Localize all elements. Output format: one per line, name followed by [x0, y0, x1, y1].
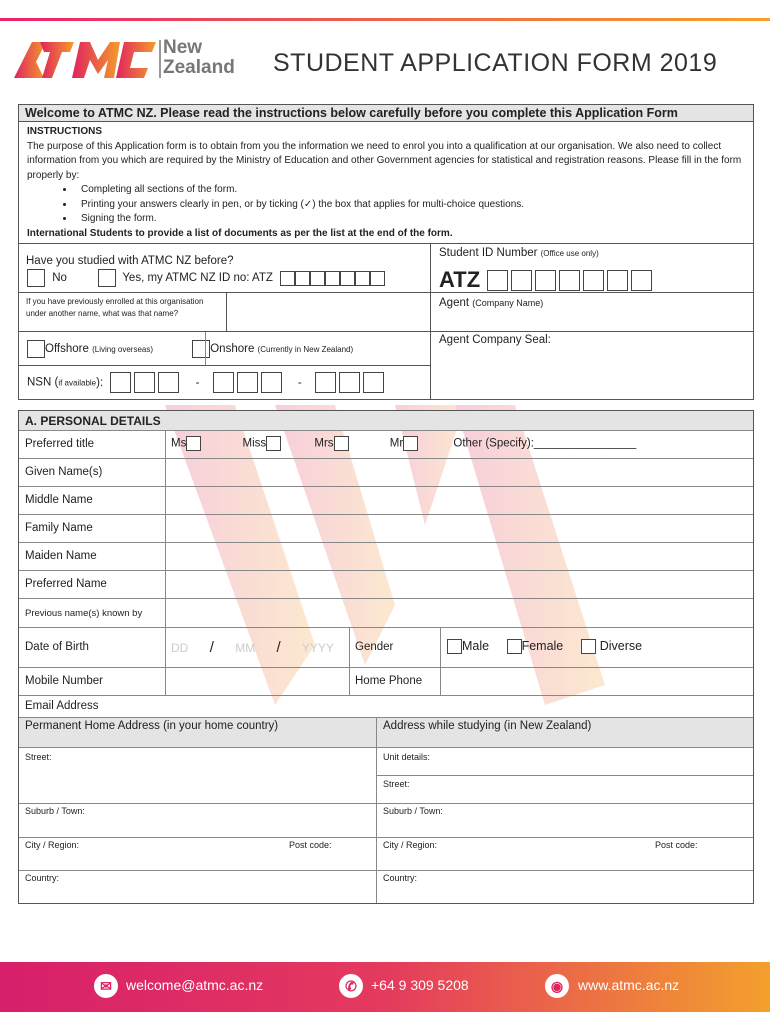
logo-zealand: Zealand [163, 57, 235, 78]
home-phone-input[interactable] [441, 668, 753, 695]
footer-phone[interactable]: +64 9 309 5208 [371, 977, 469, 993]
mrs-label: Mrs [314, 437, 334, 450]
student-id-label: Student ID Number [439, 247, 538, 259]
nz-country-label: Country: [383, 873, 418, 883]
agent-label-row [439, 297, 543, 309]
email-row[interactable] [19, 696, 753, 718]
personal-details-section [18, 410, 754, 904]
studied-before-cell [18, 243, 431, 293]
location-cell [18, 331, 431, 366]
personal-heading-row [19, 411, 753, 431]
divider [349, 668, 350, 695]
id-digit-box[interactable] [559, 270, 580, 291]
mobile-input[interactable] [166, 668, 349, 695]
student-id-boxes [439, 267, 655, 293]
nsn-note: if available [58, 378, 97, 388]
nsn-dash: - [195, 376, 200, 389]
dd-placeholder: DD [171, 641, 189, 655]
perm-street-label: Street: [25, 752, 52, 762]
middle-name-row[interactable] [19, 487, 753, 515]
no-checkbox[interactable] [27, 269, 45, 287]
divider [376, 871, 377, 903]
agent-label: Agent [439, 297, 470, 309]
divider [165, 431, 166, 458]
mm-placeholder: MM [235, 641, 256, 655]
divider [165, 487, 166, 514]
divider [377, 775, 753, 776]
gender-label: Gender [355, 641, 394, 653]
studied-question: Have you studied with ATMC NZ before? [26, 255, 234, 267]
phone-row [19, 668, 753, 696]
diverse-label: Diverse [599, 639, 643, 653]
yyyy-placeholder: YYYY [301, 641, 334, 655]
family-name-label: Family Name [25, 522, 93, 534]
nsn-digit-box[interactable] [261, 372, 282, 393]
female-checkbox[interactable] [507, 639, 522, 654]
logo-text [163, 38, 235, 78]
nsn-digit-box[interactable] [237, 372, 258, 393]
international-note: International Students to provide a list of documents as per the list at the end of the form. [27, 227, 453, 239]
phone-icon: ✆ [339, 974, 363, 998]
atz-digit-box[interactable] [370, 271, 385, 286]
divider [165, 628, 166, 667]
miss-label: Miss [242, 437, 267, 450]
miss-checkbox[interactable] [266, 436, 281, 451]
preferred-name-row[interactable] [19, 571, 753, 599]
atz-digit-box[interactable] [280, 271, 295, 286]
list-item: • Completing all sections of the form. [75, 183, 749, 198]
agent-cell[interactable] [430, 292, 754, 332]
atz-digit-box[interactable] [310, 271, 325, 286]
instructions-block [27, 125, 749, 241]
dob-gender-row [19, 628, 753, 668]
atz-prefix: ATZ [439, 267, 481, 292]
address-heading-row [19, 718, 753, 748]
divider [376, 838, 377, 870]
perm-address-heading: Permanent Home Address (in your home country) [25, 720, 279, 732]
given-name-row[interactable] [19, 459, 753, 487]
street-row[interactable] [19, 748, 753, 804]
divider [440, 628, 441, 667]
family-name-row[interactable] [19, 515, 753, 543]
nsn-digit-box[interactable] [134, 372, 155, 393]
gender-options [447, 639, 642, 654]
instructions-paragraph: The purpose of this Application form is to obtain from you the information we need to enrol you into a qualification at our organisation. We also need to collect information from you which are required by the Ministry of Education and other Government agencies for statistical and registration reasons. Please fill in the form properly by: [27, 140, 742, 181]
id-digit-box[interactable] [535, 270, 556, 291]
agent-seal-cell[interactable] [430, 331, 754, 400]
maiden-name-row[interactable] [19, 543, 753, 571]
divider [376, 718, 377, 747]
divider [165, 599, 166, 627]
nsn-label-end: ): [96, 376, 104, 389]
previous-names-label: Previous name(s) known by [25, 608, 143, 619]
welcome-banner: Welcome to ATMC NZ. Please read the instructions below carefully before you complete this Application Form [19, 105, 753, 122]
onshore-checkbox[interactable] [192, 340, 210, 358]
nsn-digit-box[interactable] [158, 372, 179, 393]
footer-web[interactable]: www.atmc.ac.nz [578, 977, 680, 993]
atz-digit-box[interactable] [295, 271, 310, 286]
yes-label: Yes, my ATMC NZ ID no: ATZ [122, 272, 273, 285]
nsn-row [27, 372, 387, 393]
nz-city-label: City / Region: [383, 840, 438, 850]
nz-address-heading: Address while studying (in New Zealand) [383, 720, 592, 732]
other-specify[interactable]: Other (Specify):________________ [453, 437, 637, 450]
divider [165, 515, 166, 542]
male-label: Male [462, 639, 490, 653]
dob-label: Date of Birth [25, 641, 89, 653]
logo-new: New [163, 37, 203, 58]
nsn-digit-box[interactable] [339, 372, 360, 393]
divider [165, 543, 166, 570]
perm-country-label: Country: [25, 873, 60, 883]
offshore-checkbox[interactable] [27, 340, 45, 358]
offshore-label: Offshore [45, 343, 89, 356]
divider [165, 459, 166, 486]
female-label: Female [521, 639, 564, 653]
student-id-cell [430, 243, 754, 293]
divider [376, 804, 377, 837]
divider [205, 332, 206, 365]
atz-digit-box[interactable] [340, 271, 355, 286]
previous-names-row[interactable] [19, 599, 753, 628]
given-name-label: Given Name(s) [25, 466, 103, 478]
home-phone-label: Home Phone [355, 675, 423, 687]
instructions-list [75, 183, 749, 227]
personal-heading: A. PERSONAL DETAILS [25, 414, 161, 428]
mobile-label: Mobile Number [25, 675, 103, 687]
mr-label: Mr [389, 437, 404, 450]
list-item: • Signing the form. [75, 212, 749, 227]
perm-suburb-label: Suburb / Town: [25, 806, 85, 816]
agent-seal-label: Agent Company Seal: [439, 334, 551, 346]
nsn-digit-box[interactable] [110, 372, 131, 393]
email-icon: ✉ [94, 974, 118, 998]
globe-icon: ◉ [545, 974, 569, 998]
dob-slash: / [276, 639, 281, 656]
top-accent-line [0, 18, 770, 21]
nsn-digit-box[interactable] [363, 372, 384, 393]
ms-checkbox[interactable] [186, 436, 201, 451]
mr-checkbox[interactable] [403, 436, 418, 451]
maiden-name-label: Maiden Name [25, 550, 97, 562]
divider [165, 571, 166, 598]
agent-company-note: (Company Name) [472, 298, 544, 308]
office-use-note: (Office use only) [540, 249, 599, 258]
previous-name-input[interactable] [226, 292, 431, 332]
nsn-dash: - [297, 376, 302, 389]
onshore-note: (Currently in New Zealand) [257, 345, 354, 355]
city-row[interactable] [19, 838, 753, 871]
previous-name-question-cell [18, 292, 227, 332]
nz-suburb-label: Suburb / Town: [383, 806, 443, 816]
atz-digit-box[interactable] [325, 271, 340, 286]
instructions-heading: INSTRUCTIONS [27, 126, 102, 137]
nsn-label: NSN ( [27, 376, 59, 389]
student-id-label-row [439, 247, 599, 259]
id-digit-box[interactable] [583, 270, 604, 291]
form-title: STUDENT APPLICATION FORM 2019 [273, 49, 718, 77]
country-row[interactable] [19, 871, 753, 903]
male-checkbox[interactable] [447, 639, 462, 654]
id-digit-box[interactable] [631, 270, 652, 291]
id-digit-box[interactable] [607, 270, 628, 291]
dob-slash: / [209, 639, 214, 656]
suburb-row[interactable] [19, 804, 753, 838]
footer-bar [0, 962, 770, 1012]
nsn-digit-box[interactable] [213, 372, 234, 393]
perm-post-label: Post code: [289, 840, 332, 850]
preferred-name-label: Preferred Name [25, 578, 107, 590]
footer-email[interactable]: welcome@atmc.ac.nz [126, 977, 264, 993]
email-label: Email Address [25, 700, 99, 712]
nz-post-label: Post code: [655, 840, 698, 850]
id-digit-box[interactable] [487, 270, 508, 291]
no-label: No [52, 272, 67, 285]
preferred-title-row [19, 431, 753, 459]
offshore-note: (Living overseas) [92, 345, 154, 355]
onshore-label: Onshore [210, 343, 255, 356]
nz-street-label: Street: [383, 779, 410, 789]
yes-checkbox[interactable] [98, 269, 116, 287]
atz-digit-box[interactable] [355, 271, 370, 286]
location-options [27, 340, 353, 358]
perm-city-label: City / Region: [25, 840, 80, 850]
ms-label: Ms [171, 437, 187, 450]
middle-name-label: Middle Name [25, 494, 93, 506]
divider [349, 628, 350, 667]
mrs-checkbox[interactable] [334, 436, 349, 451]
dob-input[interactable] [171, 639, 334, 656]
preferred-title-label: Preferred title [25, 438, 95, 450]
studied-options [27, 269, 385, 287]
nsn-cell [18, 365, 431, 400]
unit-label: Unit details: [383, 752, 431, 762]
diverse-checkbox[interactable] [581, 639, 596, 654]
id-digit-box[interactable] [511, 270, 532, 291]
previous-name-question: If you have previously enrolled at this organisation under another name, what was that name? [26, 297, 204, 318]
list-item: • Printing your answers clearly in pen, or by ticking (✓) the box that applies for multi-choice questions. [75, 198, 749, 213]
nsn-digit-box[interactable] [315, 372, 336, 393]
title-options [171, 436, 636, 451]
